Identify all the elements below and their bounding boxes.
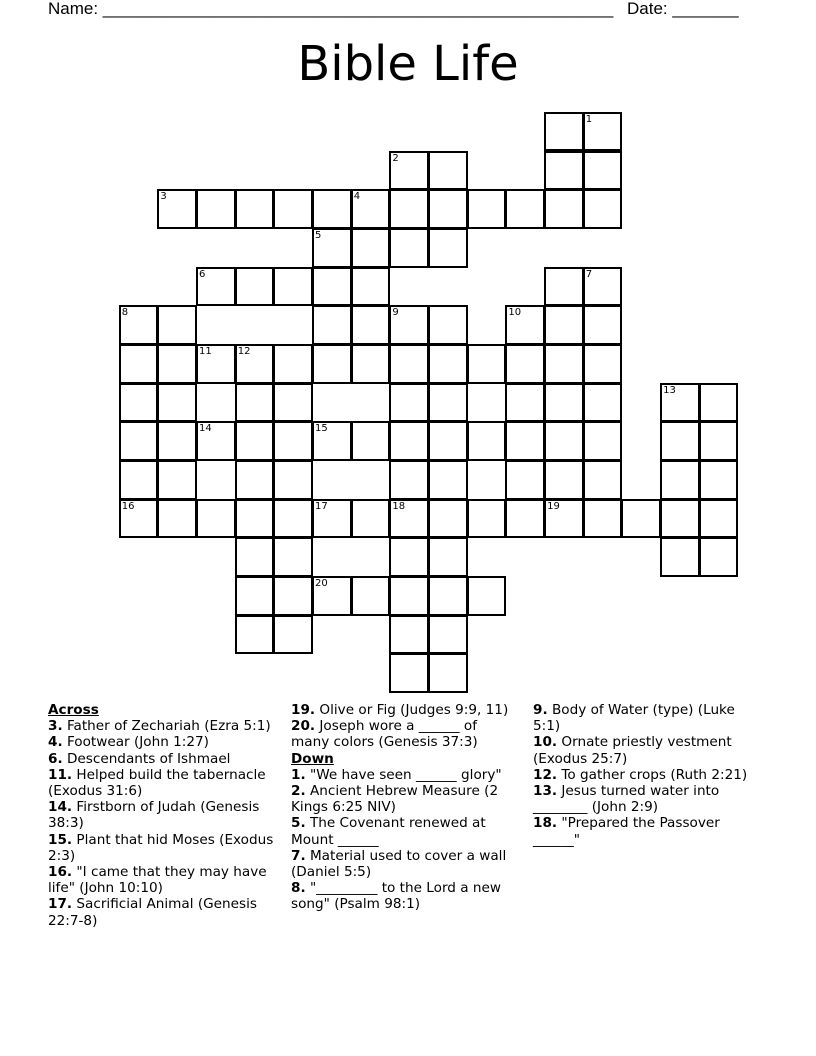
- grid-cell[interactable]: [505, 460, 545, 500]
- clue-item-text: Material used to cover a wall (Daniel 5:5): [291, 847, 507, 881]
- clue-item: [48, 896, 276, 928]
- grid-cell[interactable]: [467, 189, 507, 229]
- clue-number-5: 5: [315, 229, 322, 241]
- grid-cell[interactable]: [157, 305, 197, 345]
- grid-cell[interactable]: [428, 344, 468, 384]
- clue-item-text: "_________ to the Lord a new song" (Psalm 98:1): [291, 880, 501, 913]
- grid-cell[interactable]: [544, 383, 584, 423]
- grid-cell[interactable]: [583, 499, 623, 539]
- clue-item: [291, 848, 513, 880]
- grid-cell[interactable]: [660, 537, 700, 577]
- clue-item-number: 3.: [48, 718, 63, 735]
- clue-number-8: 8: [121, 307, 129, 319]
- grid-cell[interactable]: [235, 537, 275, 577]
- grid-cell[interactable]: [273, 537, 313, 577]
- clue-item-text: Helped build the tabernacle (Exodus 31:6): [48, 766, 266, 800]
- clue-number-11: 11: [199, 345, 212, 357]
- grid-cell[interactable]: [119, 383, 159, 423]
- clue-item-text: "Prepared the Passover ______": [533, 815, 720, 848]
- grid-cell[interactable]: [351, 267, 391, 307]
- grid-cell[interactable]: [467, 499, 507, 539]
- clue-column-1: [48, 702, 276, 929]
- clue-item-text: Sacrificial Animal (Genesis 22:7-8): [48, 896, 257, 929]
- clue-number-20: 20: [315, 577, 328, 589]
- grid-cell[interactable]: [157, 499, 197, 539]
- clue-item: [48, 734, 276, 750]
- grid-cell[interactable]: [273, 499, 313, 539]
- clue-item-text: Firstborn of Judah (Genesis 38:3): [48, 799, 260, 832]
- clue-item: [291, 718, 513, 750]
- name-line: Name: ______________________________________________________: [48, 0, 614, 18]
- grid-cell[interactable]: [621, 499, 661, 539]
- grid-cell[interactable]: [660, 421, 700, 461]
- grid-cell[interactable]: [196, 189, 236, 229]
- grid-cell[interactable]: [467, 421, 507, 461]
- clue-column-3: [533, 702, 758, 848]
- clue-item: [48, 799, 276, 831]
- grid-cell[interactable]: [428, 151, 468, 191]
- grid-cell[interactable]: [157, 460, 197, 500]
- grid-cell[interactable]: [351, 305, 391, 345]
- clue-item: [291, 815, 513, 847]
- clue-item: [291, 783, 513, 815]
- grid-cell[interactable]: [544, 267, 584, 307]
- grid-cell[interactable]: [467, 576, 507, 616]
- clue-number-4: 4: [353, 191, 361, 203]
- grid-cell[interactable]: [583, 421, 623, 461]
- grid-cell[interactable]: [119, 421, 159, 461]
- clue-item-text: Plant that hid Moses (Exodus 2:3): [48, 831, 274, 864]
- grid-cell[interactable]: [157, 383, 197, 423]
- clue-item-text: Footwear (John 1:27): [62, 734, 209, 751]
- clue-item-number: 2.: [291, 783, 306, 800]
- clue-item-text: Descendants of Ishmael: [62, 750, 231, 767]
- clue-number-14: 14: [199, 423, 212, 435]
- grid-cell[interactable]: [389, 344, 429, 384]
- grid-cell[interactable]: [544, 189, 584, 229]
- grid-cell[interactable]: [544, 460, 584, 500]
- grid-cell[interactable]: [312, 305, 352, 345]
- clue-item: [291, 767, 513, 783]
- grid-cell[interactable]: [505, 189, 545, 229]
- clue-item-number: 16.: [48, 864, 73, 881]
- grid-cell[interactable]: [312, 189, 352, 229]
- clue-number-7: 7: [585, 268, 593, 280]
- grid-cell[interactable]: [505, 383, 545, 423]
- grid-cell[interactable]: [699, 383, 739, 423]
- clue-item-number: 17.: [48, 896, 73, 913]
- grid-cell[interactable]: [351, 576, 391, 616]
- grid-cell[interactable]: [312, 267, 352, 307]
- grid-cell[interactable]: [505, 344, 545, 384]
- clue-item-text: "I came that they may have life" (John 10:10): [48, 864, 267, 897]
- grid-cell[interactable]: [583, 344, 623, 384]
- clue-number-9: 9: [392, 307, 399, 319]
- clue-item-number: 19.: [291, 702, 316, 718]
- clue-item: [291, 702, 513, 718]
- clue-item-text: Body of Water (type) (Luke 5:1): [533, 702, 735, 735]
- grid-cell[interactable]: [428, 537, 468, 577]
- clue-item: [533, 783, 758, 815]
- clue-item-number: 5.: [291, 815, 306, 832]
- grid-cell[interactable]: [428, 615, 468, 655]
- grid-cell[interactable]: [351, 421, 391, 461]
- grid-cell[interactable]: [351, 344, 391, 384]
- grid-cell[interactable]: [544, 151, 584, 191]
- grid-cell[interactable]: [428, 653, 468, 693]
- date-line: Date: _______: [627, 0, 739, 18]
- grid-cell[interactable]: [389, 228, 429, 268]
- grid-cell[interactable]: [119, 344, 159, 384]
- grid-cell[interactable]: [544, 305, 584, 345]
- clue-number-1: 1: [585, 113, 593, 125]
- grid-cell[interactable]: [389, 189, 429, 229]
- clue-item: [48, 832, 276, 864]
- clue-item: [533, 702, 758, 734]
- clue-item-number: 8.: [291, 880, 306, 897]
- grid-cell[interactable]: [351, 499, 391, 539]
- grid-cell[interactable]: [428, 499, 468, 539]
- clue-item-text: Olive or Fig (Judges 9:9, 11): [315, 702, 509, 718]
- clue-number-17: 17: [315, 500, 328, 512]
- clue-item: [533, 767, 758, 783]
- clue-item-text: Ornate priestly vestment (Exodus 25:7): [533, 734, 732, 767]
- grid-cell[interactable]: [505, 499, 545, 539]
- grid-cell[interactable]: [583, 383, 623, 423]
- clue-item-number: 20.: [291, 718, 316, 735]
- clue-item-number: 14.: [48, 799, 73, 816]
- clue-item: [48, 751, 276, 767]
- clue-item-number: 9.: [533, 702, 548, 718]
- clue-item-number: 11.: [48, 766, 73, 783]
- clue-number-15: 15: [315, 423, 328, 435]
- grid-cell[interactable]: [235, 460, 275, 500]
- grid-cell[interactable]: [583, 460, 623, 500]
- clue-number-10: 10: [508, 307, 522, 319]
- grid-cell[interactable]: [660, 460, 700, 500]
- clue-column-2: [291, 702, 513, 913]
- grid-cell[interactable]: [389, 421, 429, 461]
- clue-number-3: 3: [160, 191, 167, 203]
- puzzle-title: Bible Life: [297, 36, 519, 92]
- down-heading: Down: [291, 750, 334, 767]
- grid-cell[interactable]: [235, 383, 275, 423]
- grid-cell[interactable]: [235, 615, 275, 655]
- grid-cell[interactable]: [428, 460, 468, 500]
- clue-item-number: 12.: [533, 766, 558, 783]
- grid-cell[interactable]: [660, 499, 700, 539]
- clue-number-2: 2: [392, 152, 399, 164]
- grid-cell[interactable]: [428, 421, 468, 461]
- clue-item: [48, 767, 276, 799]
- grid-cell[interactable]: [312, 344, 352, 384]
- grid-cell[interactable]: [699, 460, 739, 500]
- grid-cell[interactable]: [157, 421, 197, 461]
- grid-cell[interactable]: [583, 305, 623, 345]
- grid-cell[interactable]: [389, 576, 429, 616]
- grid-cell[interactable]: [544, 421, 584, 461]
- grid-cell[interactable]: [273, 189, 313, 229]
- grid-cell[interactable]: [428, 189, 468, 229]
- clue-item: [533, 734, 758, 766]
- clue-item-number: 13.: [533, 783, 558, 800]
- grid-cell[interactable]: [273, 267, 313, 307]
- grid-cell[interactable]: [235, 189, 275, 229]
- grid-cell[interactable]: [273, 576, 313, 616]
- grid-cell[interactable]: [273, 615, 313, 655]
- grid-cell[interactable]: [196, 499, 236, 539]
- grid-cell[interactable]: [389, 460, 429, 500]
- grid-cell[interactable]: [583, 189, 623, 229]
- clue-item-text: The Covenant renewed at Mount ______: [291, 815, 486, 848]
- grid-cell[interactable]: [544, 112, 584, 152]
- grid-cell[interactable]: [428, 383, 468, 423]
- clue-item-number: 10.: [533, 734, 558, 751]
- clue-item-number: 4.: [48, 734, 63, 751]
- grid-cell[interactable]: [699, 499, 739, 539]
- grid-cell[interactable]: [273, 383, 313, 423]
- grid-cell[interactable]: [235, 267, 275, 307]
- grid-cell[interactable]: [428, 305, 468, 345]
- grid-cell[interactable]: [157, 344, 197, 384]
- clue-item-text: Ancient Hebrew Measure (2 Kings 6:25 NIV): [291, 783, 499, 816]
- grid-cell[interactable]: [699, 537, 739, 577]
- grid-cell[interactable]: [273, 344, 313, 384]
- clue-item-text: Joseph wore a ______ of many colors (Genesis 37:3): [291, 718, 478, 751]
- grid-cell[interactable]: [119, 460, 159, 500]
- grid-cell[interactable]: [544, 344, 584, 384]
- grid-cell[interactable]: [467, 344, 507, 384]
- clue-item-number: 15.: [48, 831, 73, 848]
- clue-item-number: 6.: [48, 750, 63, 767]
- clue-number-6: 6: [199, 268, 206, 280]
- clue-item: [48, 718, 276, 734]
- grid-cell[interactable]: [428, 576, 468, 616]
- clue-item-number: 18.: [533, 815, 558, 832]
- clue-number-19: 19: [547, 500, 560, 512]
- grid-cell[interactable]: [389, 537, 429, 577]
- clue-item: [48, 864, 276, 896]
- clue-number-13: 13: [663, 384, 676, 396]
- clue-item-number: 1.: [291, 766, 306, 783]
- clue-number-12: 12: [237, 345, 251, 357]
- grid-cell[interactable]: [389, 653, 429, 693]
- grid-cell[interactable]: [273, 460, 313, 500]
- grid-cell[interactable]: [273, 421, 313, 461]
- grid-cell[interactable]: [235, 499, 275, 539]
- grid-cell[interactable]: [235, 576, 275, 616]
- clue-number-18: 18: [392, 500, 406, 512]
- grid-cell[interactable]: [389, 383, 429, 423]
- clue-item-text: Father of Zechariah (Ezra 5:1): [62, 718, 271, 735]
- clue-item: [291, 880, 513, 912]
- clue-item-number: 7.: [291, 847, 306, 864]
- grid-cell[interactable]: [428, 228, 468, 268]
- grid-cell[interactable]: [235, 421, 275, 461]
- clue-item-text: To gather crops (Ruth 2:21): [557, 766, 748, 783]
- clue-item-text: "We have seen ______ glory": [305, 766, 502, 783]
- grid-cell[interactable]: [583, 151, 623, 191]
- clue-item-text: Jesus turned water into ________ (John 2:9): [533, 783, 720, 816]
- grid-cell[interactable]: [505, 421, 545, 461]
- across-heading: Across: [48, 702, 99, 718]
- grid-cell[interactable]: [699, 421, 739, 461]
- grid-cell[interactable]: [389, 615, 429, 655]
- clue-item: [533, 815, 758, 847]
- grid-cell[interactable]: [351, 228, 391, 268]
- clue-number-16: 16: [121, 500, 135, 512]
